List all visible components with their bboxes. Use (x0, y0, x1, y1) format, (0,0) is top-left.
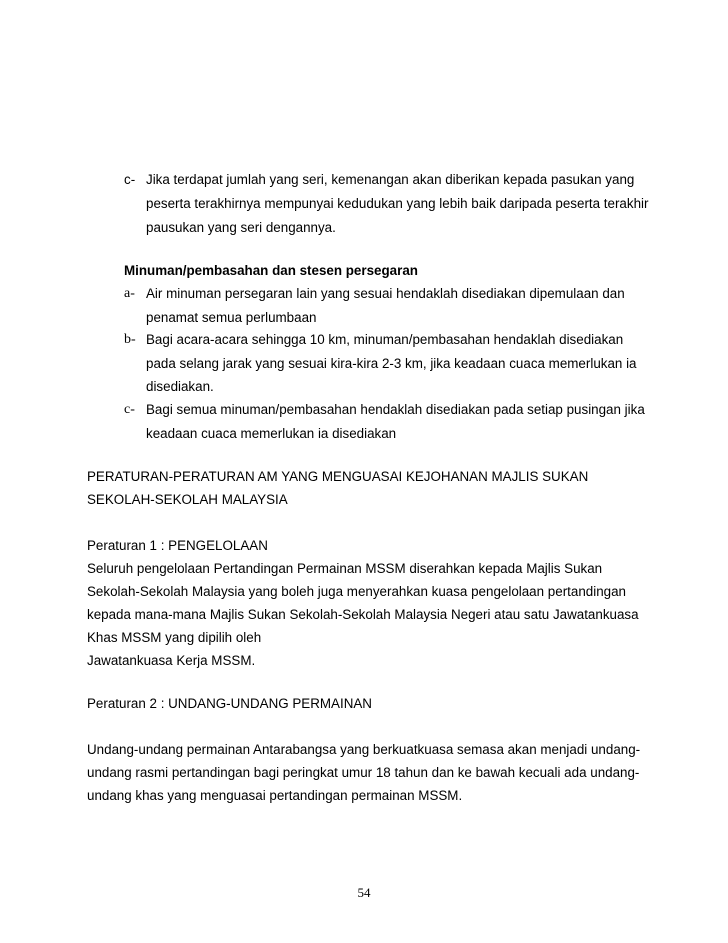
regulations-title-line: PERATURAN-PERATURAN AM YANG MENGUASAI KEJOHANAN MAJLIS SUKAN (87, 469, 589, 484)
item-text-line: penamat semua perlumbaan (146, 310, 317, 325)
item-text-line: Bagi acara-acara sehingga 10 km, minuman/pembasahan hendaklah disediakan (146, 332, 624, 347)
rule-1-text-line: Sekolah-Sekolah Malaysia yang boleh juga menyerahkan kuasa pengelolaan pertandingan (87, 584, 626, 599)
rule-1-heading: Peraturan 1 : PENGELOLAAN (87, 538, 268, 553)
item-marker-a: a- (124, 286, 135, 301)
rule-1-text-line: Khas MSSM yang dipilih oleh (87, 630, 262, 645)
page-number: 54 (357, 885, 371, 900)
item-text-line: Air minuman persegaran lain yang sesuai hendaklah disediakan dipemulaan dan (146, 286, 625, 301)
rule-1-text-line: kepada mana-mana Majlis Sukan Sekolah-Sekolah Malaysia Negeri atau satu Jawatankuasa (87, 607, 639, 622)
item-text-line: peserta terakhirnya mempunyai kedudukan yang lebih baik daripada peserta terakhir (146, 196, 649, 211)
item-text-line: disediakan. (146, 379, 214, 394)
item-text-line: keadaan cuaca memerlukan ia disediakan (146, 426, 397, 441)
item-text-line: Jika terdapat jumlah yang seri, kemenangan akan diberikan kepada pasukan yang (146, 172, 635, 187)
item-marker-b: b- (124, 332, 136, 347)
rule-2-text-line: undang rasmi pertandingan bagi peringkat umur 18 tahun dan ke bawah kecuali ada undang- (87, 765, 640, 780)
rule-2-heading: Peraturan 2 : UNDANG-UNDANG PERMAINAN (87, 696, 372, 711)
item-text-line: pada selang jarak yang sesuai kira-kira 2-3 km, jika keadaan cuaca memerlukan ia (146, 356, 637, 371)
regulations-title-line: SEKOLAH-SEKOLAH MALAYSIA (87, 492, 288, 507)
item-text-line: pausukan yang seri dengannya. (146, 220, 336, 235)
rule-1-text-line: Jawatankuasa Kerja MSSM. (87, 653, 256, 668)
item-marker-c: c- (124, 172, 136, 187)
rule-2-text-line: undang khas yang menguasai pertandingan permainan MSSM. (87, 788, 463, 803)
item-marker-c: c- (124, 402, 135, 417)
refreshment-heading: Minuman/pembasahan dan stesen persegaran (124, 263, 418, 278)
item-text-line: Bagi semua minuman/pembasahan hendaklah disediakan pada setiap pusingan jika (146, 402, 645, 417)
rule-2-text-line: Undang-undang permainan Antarabangsa yang berkuatkuasa semasa akan menjadi undang- (87, 742, 641, 757)
rule-1-text-line: Seluruh pengelolaan Pertandingan Permainan MSSM diserahkan kepada Majlis Sukan (87, 561, 603, 576)
